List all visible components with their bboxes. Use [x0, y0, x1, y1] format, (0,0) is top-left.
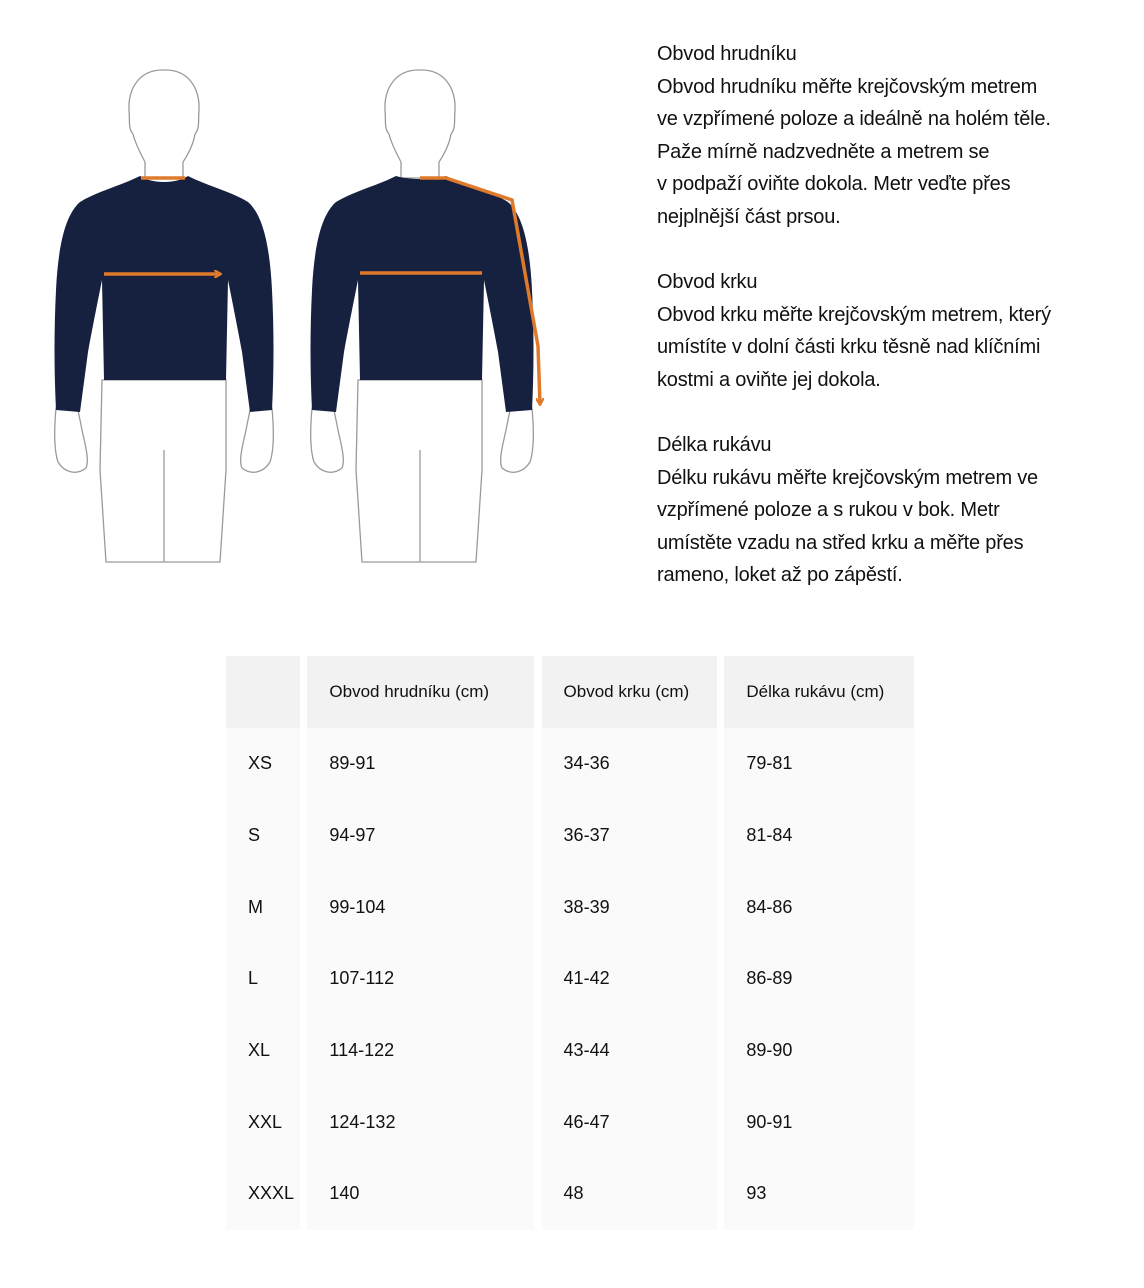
size-cell: L	[226, 943, 300, 1015]
measurement-illustration	[40, 60, 580, 570]
sleeve-instruction	[657, 429, 1117, 592]
chest-instruction-body	[657, 71, 1117, 234]
chest-cell: 114-122	[307, 1015, 533, 1087]
size-cell: XL	[226, 1015, 300, 1087]
body-back-icon	[311, 70, 541, 562]
table-row	[226, 1158, 914, 1230]
sleeve-instruction-line: Délku rukávu měřte krejčovským metrem ve	[657, 466, 1038, 489]
sleeve-instruction-body	[657, 462, 1117, 592]
neck-instruction	[657, 266, 1117, 396]
table-row	[226, 871, 914, 943]
sleeve-cell: 90-91	[724, 1086, 914, 1158]
chest-instruction-line: Obvod hrudníku měřte krejčovským metrem	[657, 75, 1038, 98]
sleeve-cell: 79-81	[724, 728, 914, 800]
sleeve-cell: 93	[724, 1158, 914, 1230]
chest-instruction-title: Obvod hrudníku	[657, 43, 797, 65]
chest-cell: 89-91	[307, 728, 533, 800]
chest-cell: 140	[307, 1158, 533, 1230]
table-row	[226, 728, 914, 800]
neck-instruction-title: Obvod krku	[657, 271, 758, 293]
neck-cell: 41-42	[542, 943, 717, 1015]
chest-instruction-line: v podpaží oviňte dokola. Metr veďte přes	[657, 173, 1011, 195]
header-size	[226, 656, 300, 728]
header-sleeve: Délka rukávu (cm)	[724, 656, 914, 728]
chest-cell: 94-97	[307, 800, 533, 872]
table-row	[226, 943, 914, 1015]
neck-instruction-line: Obvod krku měřte krejčovským metrem, který	[657, 303, 1051, 326]
measurement-instructions	[657, 38, 1117, 625]
size-cell: XXXL	[226, 1158, 300, 1230]
header-chest: Obvod hrudníku (cm)	[307, 656, 533, 728]
sleeve-instruction-line: umístěte vzadu na střed krku a měřte přes	[657, 531, 1024, 554]
neck-cell: 46-47	[542, 1086, 717, 1158]
size-cell: XXL	[226, 1086, 300, 1158]
neck-cell: 43-44	[542, 1015, 717, 1087]
neck-cell: 36-37	[542, 800, 717, 872]
size-cell: S	[226, 800, 300, 872]
size-cell: M	[226, 871, 300, 943]
header-neck: Obvod krku (cm)	[542, 656, 717, 728]
table-row	[226, 1015, 914, 1087]
sleeve-instruction-title: Délka rukávu	[657, 434, 772, 456]
chest-instruction-line: Paže mírně nadzvedněte a metrem se	[657, 140, 990, 163]
neck-instruction-line: kostmi a oviňte jej dokola.	[657, 368, 881, 391]
neck-instruction-line: umístíte v dolní části krku těsně nad klíčními	[657, 336, 1041, 358]
chest-instruction-line: ve vzpřímené poloze a ideálně na holém těle.	[657, 108, 1051, 130]
sleeve-cell: 86-89	[724, 943, 914, 1015]
neck-instruction-body	[657, 299, 1117, 397]
neck-cell: 34-36	[542, 728, 717, 800]
table-header-row	[226, 656, 914, 728]
body-front-icon	[55, 70, 274, 562]
neck-cell: 48	[542, 1158, 717, 1230]
chest-cell: 107-112	[307, 943, 533, 1015]
chest-cell: 99-104	[307, 871, 533, 943]
sleeve-instruction-line: vzpřímené poloze a s rukou v bok. Metr	[657, 499, 1000, 521]
size-cell: XS	[226, 728, 300, 800]
front-shirt	[55, 176, 274, 412]
chest-instruction	[657, 38, 1117, 233]
sleeve-cell: 89-90	[724, 1015, 914, 1087]
table-row	[226, 1086, 914, 1158]
size-table	[226, 656, 914, 1230]
chest-cell: 124-132	[307, 1086, 533, 1158]
back-shirt	[311, 176, 534, 412]
table-row	[226, 800, 914, 872]
sleeve-cell: 84-86	[724, 871, 914, 943]
chest-instruction-line: nejplnější část prsou.	[657, 205, 841, 228]
sleeve-cell: 81-84	[724, 800, 914, 872]
neck-cell: 38-39	[542, 871, 717, 943]
sleeve-instruction-line: rameno, loket až po zápěstí.	[657, 564, 903, 586]
